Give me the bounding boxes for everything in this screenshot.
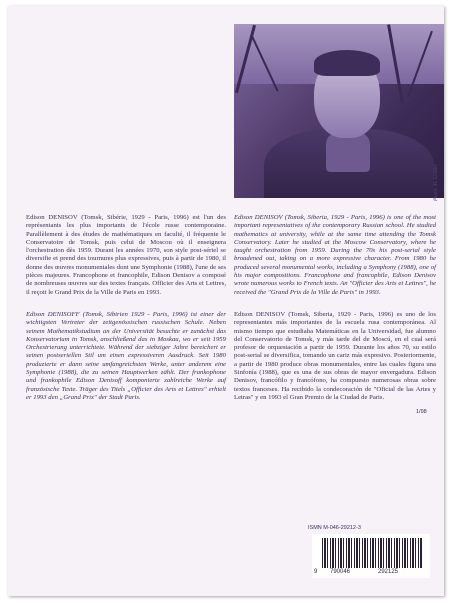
print-code: 1/98 (416, 409, 427, 415)
barcode-right-digits: 292125 (378, 569, 399, 575)
bio-french: Edison DENISOV (Tomsk, Sibérie, 1929 - Paris, 1996) est l'un des représentants les plus importants de l'école russe contemporaine. Parallèlement à des études de mathématiques en faculté, il fréquente le Conservatoire de Tomsk, puis celui de Moscou où il enseignera l'orchestration dès 1959. Durant les années 1970, son style post-sériel se diversifie et prend des tournures plus expressives, puis à partir de 1980, il donne des œuvres monumentales dont une Symphonie (1988), l'une de ses pièces majeures. Francophone et francophile, Edison Denisov a composé de nombreuses œuvres sur des textes français. Officier des Arts et Lettres, il reçoit le Grand Prix de la Ville de Paris en 1993. (26, 214, 226, 296)
photo-credit: Photo: M. SZABO (434, 164, 439, 201)
barcode-lead-digit: 9 (314, 569, 318, 575)
bio-english: Edison DENISOV (Tomsk, Siberia, 1929 - Paris, 1996) is one of the most important representatives of the contemporary Russian school. He studied mathematics at university, while at the same time attending the Tomsk Conservatory. Later he studied at the Moscow Conservatory, where he taught orchestration from 1959. During the 70s his post-serial style broadened out, taking on a more expressive character. From 1980 he produced several monumental works, including a Symphony (1988), one of his major compositions. Francophone and francophile, Edison Denisov wrote numerous works to French texts. An "Officier des Arts et Lettres", he received the "Grand Prix de la Ville de Paris" in 1993. (234, 214, 436, 296)
bio-german: Edison DENISOFF (Tomsk, Sibirien 1929 - Paris, 1996) ist einer der wichtigsten Vertreter der zeitgenössischen russischen Schule. Neben seinem Mathematikstudium an der Universität besuchte er zunächst das Konservatorium in Tomsk, anschließend das in Moskau, wo er seit 1959 Orchestrierung unterrichtete. Während der siebziger Jahre bereichert er seinen postseriellen Stil um einen expressiveren Ausdruck. Seit 1980 produzierte er dann seine umfangreichsten Werke, unter anderem eine Symphonie (1988), die zu seinen Hauptwerken zählt. Der frankophone und frankophile Edison Denisoff komponierte zahlreiche Werke auf französische Texte. Träger des Titels „Officier des Arts et Lettres" erhielt er 1993 den „Grand Prix" der Stadt Paris. (26, 311, 226, 401)
barcode (312, 534, 430, 578)
barcode-bars (322, 538, 422, 568)
composer-portrait-photo (234, 24, 444, 198)
bio-spanish: Edison DENISOV (Tomsk, Siberia, 1929 - Paris, 1996) es uno de los representantes más importantes de la escuela rusa contemporánea. Al mismo tiempo que estudiaba Matemáticas en la Universidad, fue alumno del Conservatorio de Tomsk, y más tarde del de Moscú, en el cual será profesor de orquestación a partir de 1959. Durante los años 70, su estilo post-serial se diversifica, tomando un cariz más expresivo. Posteriormente, a partir de 1980 produce obras monumentales, entre las cuales figura una Sinfonía (1988), que es una de sus obras de mayor envergadura. Edison Denisov, francófilo y francófono, ha compuesto numerosas obras sobre textos franceses. Ha recibido la condecoración de "Oficial de las Artes y Letras" y en 1993 el Gran Premio de la Ciudad de Paris. (234, 311, 436, 401)
barcode-left-digits: 790046 (330, 569, 351, 575)
ismn-number: ISMN M-046-29212-3 (308, 525, 361, 531)
back-cover-page (8, 6, 444, 596)
